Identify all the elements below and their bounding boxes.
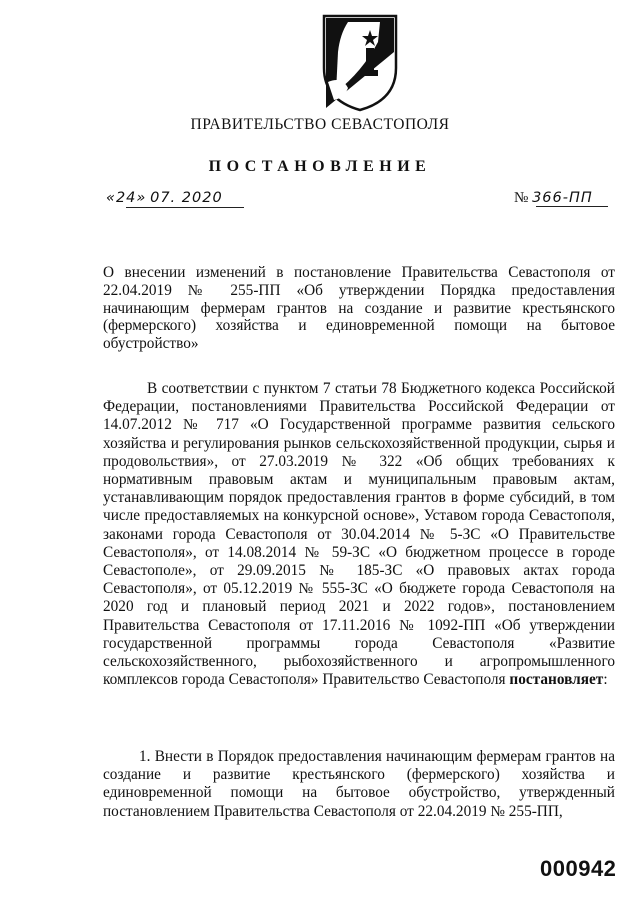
document-date xyxy=(106,190,223,207)
document-subject: О внесении изменений в постановление Правительства Севастополя от 22.04.2019 № 255-ПП «Об утверждении Порядка предоставления начинающим фермерам грантов на создание и развитие крестьянского (фермерского) хозяйства и единовременной помощи на бытовое обустройство» xyxy=(103,264,615,353)
number-sign: № xyxy=(514,190,529,206)
number-underline xyxy=(536,206,608,207)
preamble-text: В соответствии с пунктом 7 статьи 78 Бюджетного кодекса Российской Федерации, постановлениями Правительства Российской Федерации от 14.07.2012 № 717 «О Государственной программе развития сельского хозяйства и регулирования рынков сельскохозяйственной продукции, сырья и продовольствия», от 27.03.2019 № 322 «Об общих требованиях к нормативным правовым актам и муниципальным правовым актам, устанавливающим порядок предоставления грантов в форме субсидий, в том числе предоставляемых на конкурсной основе», Уставом города Севастополя, законами города Севастополя от 30.04.2014 № 5-ЗС «О Правительстве Севастополя», от 14.08.2014 № 59-ЗС «О бюджетном процессе в городе Севастополе», от 29.09.2015 № 185-ЗС «О правовых актах города Севастополя», от 05.12.2019 № 555-ЗС «О бюджете города Севастополя на 2020 год и плановый период 2021 и 2022 годов», постановлением Правительства Севастополя от 17.11.2016 № 1092-ПП «Об утверждении государственной программы города Севастополя «Развитие сельскохозяйственного, рыбохозяйственного и агропромышленного комплексов города Севастополя» Правительство Севастополя xyxy=(103,380,615,689)
preamble-paragraph xyxy=(103,380,615,689)
government-heading: ПРАВИТЕЛЬСТВО СЕВАСТОПОЛЯ xyxy=(190,116,450,133)
decree-colon: : xyxy=(603,671,608,689)
date-month-year: 07. 2020 xyxy=(150,190,223,206)
date-open-quote: « xyxy=(106,190,116,206)
form-serial-number: 000942 xyxy=(540,856,617,881)
number-value: 366-ПП xyxy=(532,190,593,206)
document-type-title: ПОСТАНОВЛЕНИЕ xyxy=(208,158,432,175)
date-day: 24 xyxy=(115,190,137,206)
sevastopol-coat-of-arms-icon xyxy=(318,12,402,112)
document-number xyxy=(514,190,593,207)
decree-word: постановляет xyxy=(509,671,604,689)
clause-1-paragraph: 1. Внести в Порядок предоставления начинающим фермерам грантов на создание и развитие крестьянского (фермерского) хозяйства и единовременной помощи на бытовое обустройство, утвержденный постановлением Правительства Севастополя от 22.04.2019 № 255-ПП, xyxy=(103,748,615,820)
date-underline xyxy=(126,206,244,208)
date-close-quote: » xyxy=(136,190,147,206)
